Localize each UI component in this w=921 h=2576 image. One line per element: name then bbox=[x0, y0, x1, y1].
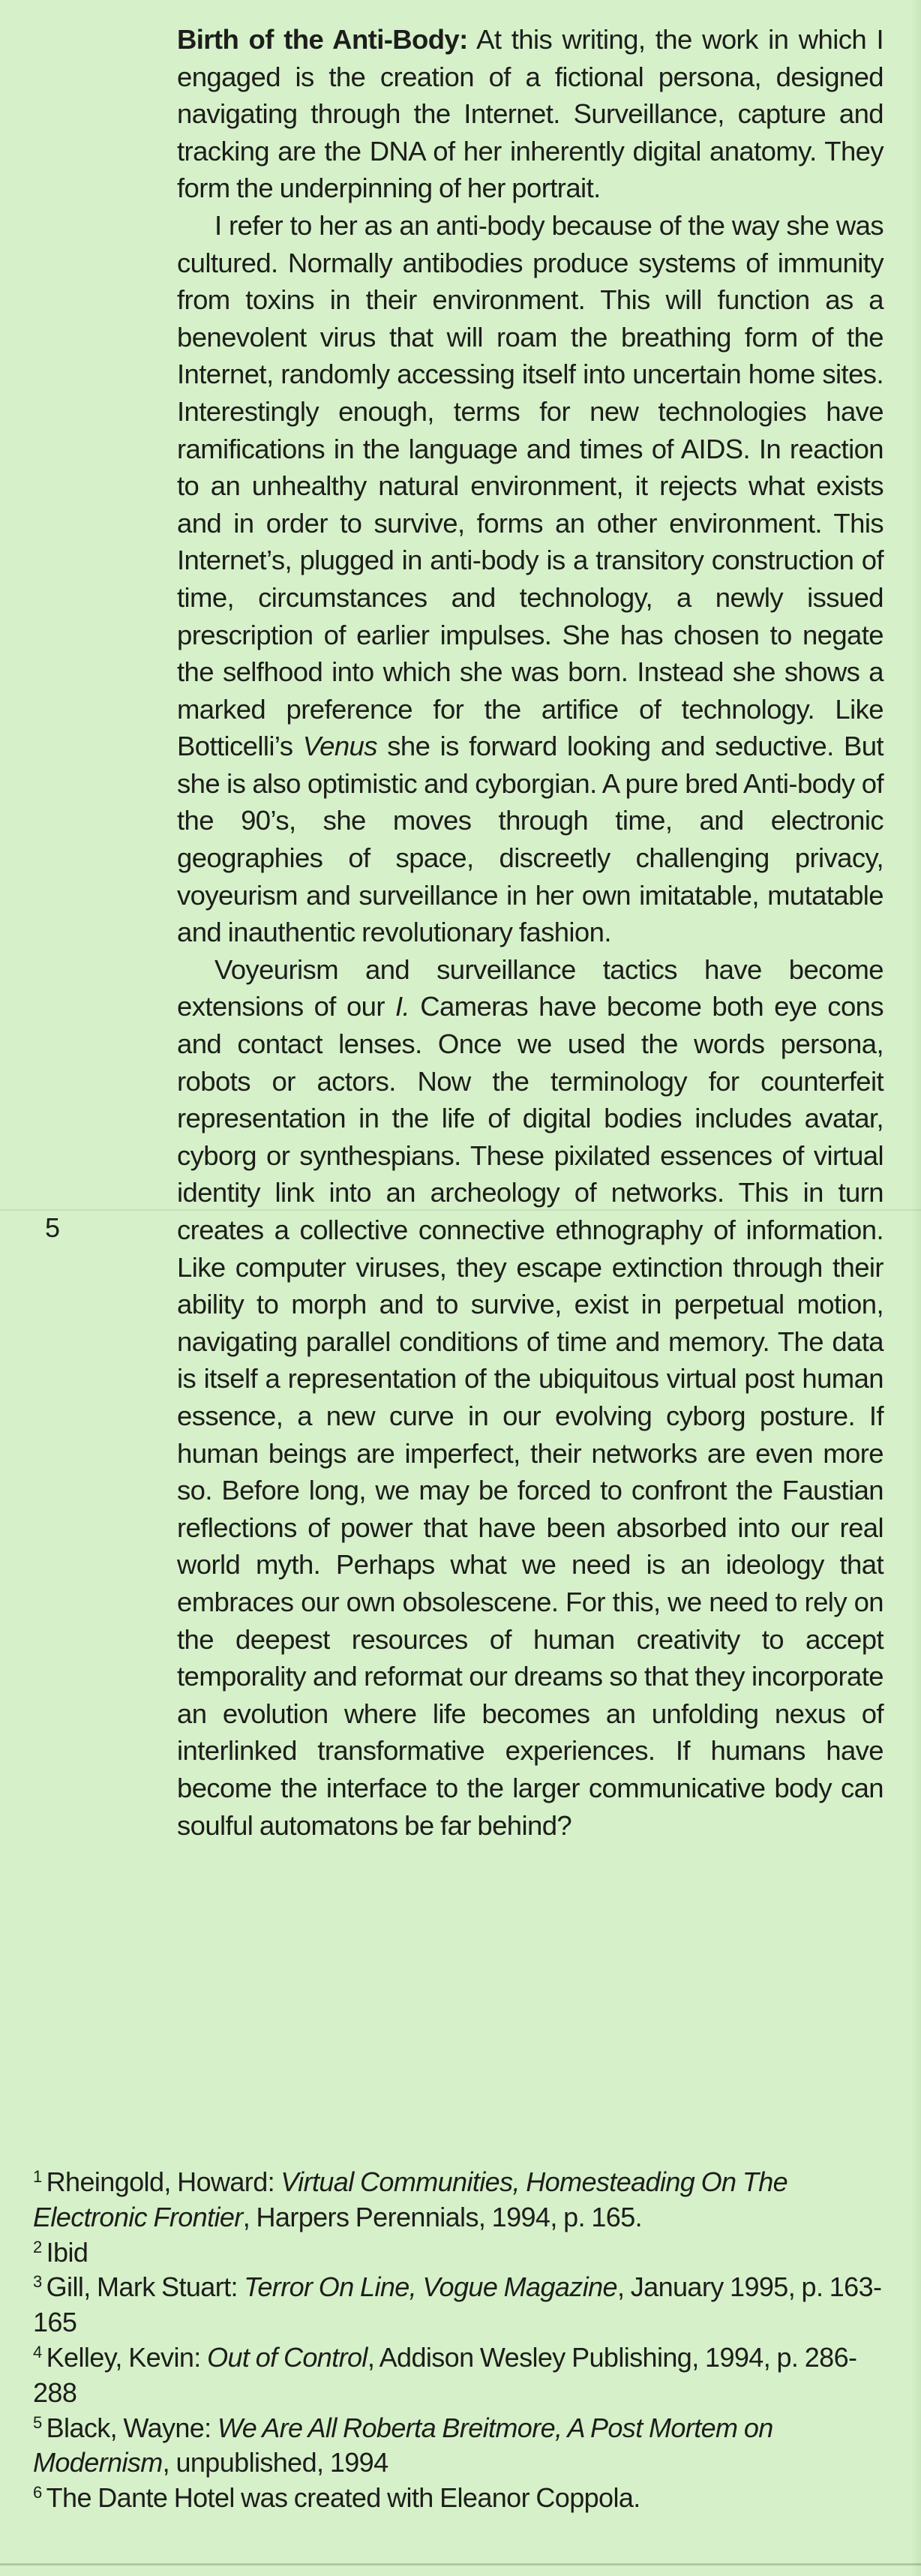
bottom-edge bbox=[0, 2563, 921, 2565]
paragraph-voyeurism bbox=[177, 951, 884, 1844]
footnote bbox=[33, 2481, 888, 2516]
footnote-title: Virtual Communities, Homesteading On The Electronic Frontier bbox=[33, 2166, 788, 2232]
footnote-number: 3 bbox=[33, 2272, 42, 2292]
footnotes bbox=[33, 2165, 888, 2516]
footnote bbox=[33, 2165, 888, 2235]
footnote-text: , unpublished, 1994 bbox=[162, 2447, 388, 2478]
paragraph-text: Cameras have become both eye cons and contact lenses. Once we used the words persona, robots or actors. Now the terminology for counterfeit representation in the life of digital bodies includes avatar, cyborg or synthespians. These pixilated essences of virtual identity link into an archeology of networks. This in turn creates a collective connective ethnography of information. Like computer viruses, they escape extinction through their ability to morph and to survive, exist in perpetual motion, navigating parallel conditions of time and memory. The data is itself a representation of the ubiquitous virtual post human essence, a new curve in our evolving cyborg posture. If human beings are imperfect, their networks are even more so. Before long, we may be forced to confront the Faustian reflections of power that have been absorbed into our real world myth. Perhaps what we need is an ideology that embraces our own obsolescene. For this, we need to rely on the deepest resources of human creativity to accept temporality and reformat our dreams so that they incorporate an evolution where life becomes an unfolding nexus of interlinked transformative experiences. If humans have become the interface to the larger communicative body can soulful automatons be far behind? bbox=[177, 991, 884, 1841]
footnote-title: We Are All Roberta Breitmore, A Post Mortem on Modernism bbox=[33, 2412, 773, 2478]
footnote-text: Black, Wayne: bbox=[46, 2412, 218, 2443]
footnote-text: The Dante Hotel was created with Eleanor Coppola. bbox=[46, 2482, 640, 2514]
footnote-text: Kelley, Kevin: bbox=[46, 2341, 208, 2373]
footnote bbox=[33, 2411, 888, 2481]
footnote-number: 2 bbox=[33, 2237, 42, 2256]
section-lead: Birth of the Anti-Body: bbox=[177, 24, 468, 55]
paragraph-text: At this writing, the work in which I engaged is the creation of a fictional persona, designed navigating through the Internet. Surveillance, capture and tracking are the DNA of her inherently digital anatomy. They form the underpinning of her portrait. bbox=[177, 24, 884, 204]
footnote-title: Out of Control bbox=[207, 2341, 368, 2373]
footnote-text: Gill, Mark Stuart: bbox=[46, 2271, 244, 2303]
page-edge bbox=[910, 0, 921, 2576]
page-number: 5 bbox=[45, 1212, 61, 1243]
paragraph-birth-of-anti-body bbox=[177, 21, 884, 207]
footnote-text: Rheingold, Howard: bbox=[46, 2166, 281, 2197]
paragraph-anti-body bbox=[177, 207, 884, 951]
footnote bbox=[33, 2270, 888, 2340]
paragraph-text: she is forward looking and seductive. But she is also optimistic and cyborgian. A pure bred Anti-body of the 90’s, she moves through time, and electronic geographies of space, discreetly challenging privacy, voyeurism and surveillance in her own imitatable, mutatable and inauthentic revolutionary fashion. bbox=[177, 731, 884, 948]
footnote-number: 4 bbox=[33, 2342, 42, 2361]
footnote-number: 1 bbox=[33, 2167, 42, 2186]
footnote bbox=[33, 2340, 888, 2411]
paragraph-text: Voyeurism and surveillance tactics have become extensions of our bbox=[177, 953, 884, 1022]
footnote-number: 6 bbox=[33, 2483, 42, 2502]
footnote-text: , January 1995, p. 163-165 bbox=[33, 2271, 882, 2338]
italic-term: I. bbox=[395, 991, 410, 1022]
italic-term: Venus bbox=[302, 731, 377, 762]
footnote bbox=[33, 2235, 888, 2271]
footnote-text: , Harpers Perennials, 1994, p. 165. bbox=[242, 2201, 643, 2232]
footnote-text: , Addison Wesley Publishing, 1994, p. 286-288 bbox=[33, 2341, 857, 2408]
footnote-title: Terror On Line, Vogue Magazine bbox=[244, 2271, 617, 2303]
footnote-text: Ibid bbox=[46, 2236, 88, 2268]
body-text bbox=[177, 21, 884, 1844]
paragraph-text: I refer to her as an anti-body because of the way she was cultured. Normally antibodies produce systems of immunity from toxins in their environment. This will function as a benevolent virus that will roam the breathing form of the Internet, randomly accessing itself into uncertain home sites. Interestingly enough, terms for new technologies have ramifications in the language and times of AIDS. In reaction to an unhealthy natural environment, it rejects what exists and in order to survive, forms an other environment. This Internet’s, plugged in anti-body is a transitory construction of time, circumstances and technology, a newly issued prescription of earlier impulses. She has chosen to negate the selfhood into which she was born. Instead she shows a marked preference for the artifice of technology. Like Botticelli’s bbox=[177, 209, 884, 762]
footnote-number: 5 bbox=[33, 2412, 42, 2432]
